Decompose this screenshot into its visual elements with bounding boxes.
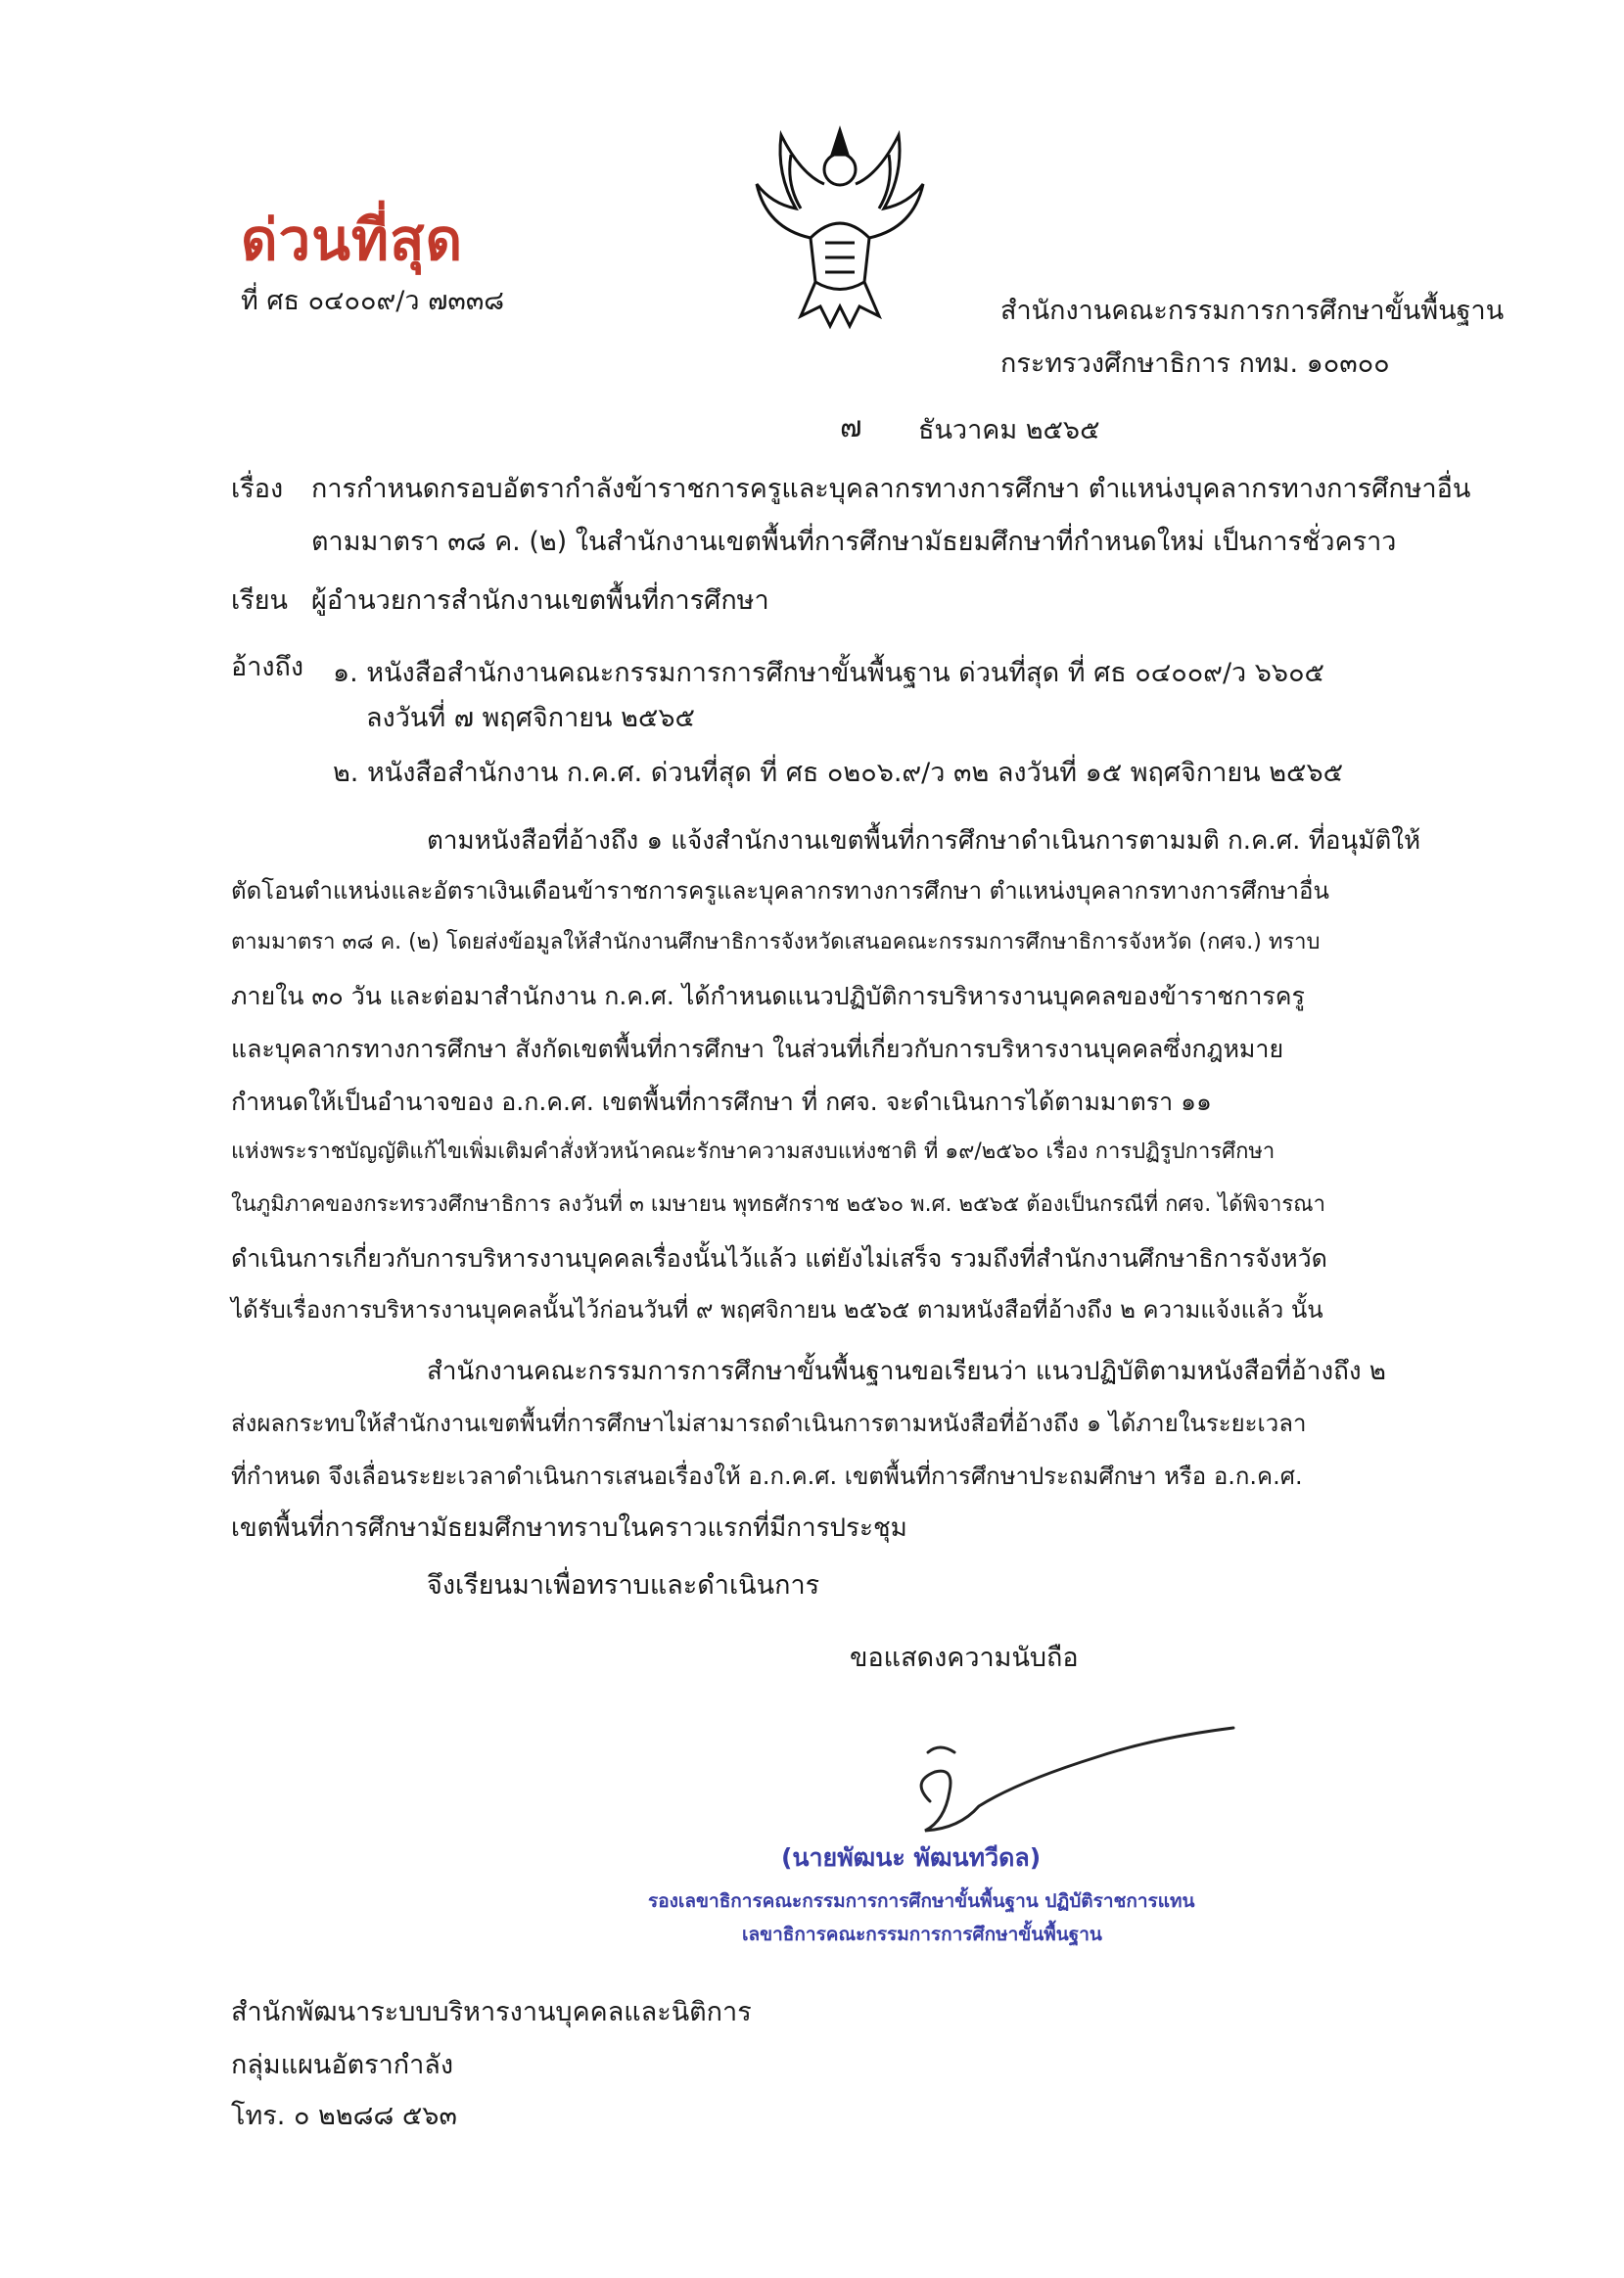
subject-line-1: การกำหนดกรอบอัตรากำลังข้าราชการครูและบุคลากรทางการศึกษา ตำแหน่งบุคลากรทางการศึกษาอื่น [311,474,1471,504]
garuda-emblem [742,116,938,341]
office-address: กระทรวงศึกษาธิการ กทม. ๑๐๓๐๐ [1000,349,1390,379]
body-line: สำนักงานคณะกรรมการการศึกษาขั้นพื้นฐานขอเรียนว่า แนวปฏิบัติตามหนังสือที่อ้างถึง ๒ [427,1357,1386,1386]
body-line: ตัดโอนตำแหน่งและอัตราเงินเดือนข้าราชการครูและบุคลากรทางการศึกษา ตำแหน่งบุคลากรทางการศึกษาอื่น [231,877,1329,905]
reference-1-line-2: ลงวันที่ ๗ พฤศจิกายน ๒๕๖๕ [366,703,695,733]
date-day: ๗ [840,410,862,444]
reference-1-line-1: ๑. หนังสือสำนักงานคณะกรรมการการศึกษาขั้นพื้นฐาน ด่วนที่สุด ที่ ศธ ๐๔๐๐๙/ว ๖๖๐๕ [333,658,1324,688]
signatory-name: (นายพัฒนะ พัฒนทวีดล) [781,1843,1042,1872]
body-line: ที่กำหนด จึงเลื่อนระยะเวลาดำเนินการเสนอเรื่องให้ อ.ก.ค.ศ. เขตพื้นที่การศึกษาประถมศึกษา หรือ อ.ก.ค.ศ. [231,1463,1303,1490]
body-line: ตามมาตรา ๓๘ ค. (๒) โดยส่งข้อมูลให้สำนักงานศึกษาธิการจังหวัดเสนอคณะกรรมการศึกษาธิการจังหวัด (กศจ.) ทราบ [231,930,1321,954]
urgency-stamp: ด่วนที่สุด [241,207,464,273]
closing-request: จึงเรียนมาเพื่อทราบและดำเนินการ [427,1570,820,1601]
footer-group: กลุ่มแผนอัตรากำลัง [231,2050,454,2080]
signatory-title-line-1: รองเลขาธิการคณะกรรมการการศึกษาขั้นพื้นฐาน ปฏิบัติราชการแทน [648,1890,1195,1912]
body-line: ได้รับเรื่องการบริหารงานบุคคลนั้นไว้ก่อนวันที่ ๙ พฤศจิกายน ๒๕๖๕ ตามหนังสือที่อ้างถึง ๒ ความแจ้งแล้ว นั้น [231,1296,1323,1324]
footer-unit: สำนักพัฒนาระบบบริหารงานบุคคลและนิติการ [231,1997,752,2027]
footer-phone: โทร. ๐ ๒๒๘๘ ๕๖๓ [231,2101,457,2131]
reference-2: ๒. หนังสือสำนักงาน ก.ค.ศ. ด่วนที่สุด ที่ ศธ ๐๒๐๖.๙/ว ๓๒ ลงวันที่ ๑๕ พฤศจิกายน ๒๕๖๕ [333,758,1344,788]
handwritten-signature [901,1713,1253,1850]
references-label: อ้างถึง [231,652,304,682]
document-number: ที่ ศธ ๐๔๐๐๙/ว ๗๓๓๘ [241,286,505,316]
body-line: ภายใน ๓๐ วัน และต่อมาสำนักงาน ก.ค.ศ. ได้กำหนดแนวปฏิบัติการบริหารงานบุคคลของข้าราชการครู [231,982,1305,1010]
date-month-year: ธันวาคม ๒๕๖๕ [918,415,1100,445]
office-name: สำนักงานคณะกรรมการการศึกษาขั้นพื้นฐาน [1000,296,1505,326]
body-line: ดำเนินการเกี่ยวกับการบริหารงานบุคคลเรื่องนั้นไว้แล้ว แต่ยังไม่เสร็จ รวมถึงที่สำนักงานศึกษาธิการจังหวัด [231,1244,1327,1273]
body-line: แห่งพระราชบัญญัติแก้ไขเพิ่มเติมคำสั่งหัวหน้าคณะรักษาความสงบแห่งชาติ ที่ ๑๙/๒๕๖๐ เรื่อง การปฏิรูปการศึกษา [231,1139,1276,1164]
signatory-title-line-2: เลขาธิการคณะกรรมการการศึกษาขั้นพื้นฐาน [742,1924,1102,1945]
recipient-label: เรียน [231,585,289,616]
subject-label: เรื่อง [231,474,284,504]
subject-line-2: ตามมาตรา ๓๘ ค. (๒) ในสำนักงานเขตพื้นที่การศึกษามัธยมศึกษาที่กำหนดใหม่ เป็นการชั่วคราว [311,527,1397,557]
body-line: เขตพื้นที่การศึกษามัธยมศึกษาทราบในคราวแรกที่มีการประชุม [231,1513,907,1543]
body-line: กำหนดให้เป็นอำนาจของ อ.ก.ค.ศ. เขตพื้นที่การศึกษา ที่ กศจ. จะดำเนินการได้ตามมาตรา ๑๑ [231,1088,1212,1116]
closing-salutation: ขอแสดงความนับถือ [850,1643,1079,1673]
recipient-text: ผู้อำนวยการสำนักงานเขตพื้นที่การศึกษา [311,585,769,616]
body-line: ในภูมิภาคของกระทรวงศึกษาธิการ ลงวันที่ ๓ เมษายน พุทธศักราช ๒๕๖๐ พ.ศ. ๒๕๖๕ ต้องเป็นกรณีที่ กศจ. ได้พิจารณา [231,1192,1325,1217]
body-line: ส่งผลกระทบให้สำนักงานเขตพื้นที่การศึกษาไม่สามารถดำเนินการตามหนังสือที่อ้างถึง ๑ ได้ภายในระยะเวลา [231,1410,1307,1437]
body-line: ตามหนังสือที่อ้างถึง ๑ แจ้งสำนักงานเขตพื้นที่การศึกษาดำเนินการตามมติ ก.ค.ศ. ที่อนุมัติให้ [427,826,1421,856]
body-line: และบุคลากรทางการศึกษา สังกัดเขตพื้นที่การศึกษา ในส่วนที่เกี่ยวกับการบริหารงานบุคคลซึ่งกฎหมาย [231,1035,1284,1063]
